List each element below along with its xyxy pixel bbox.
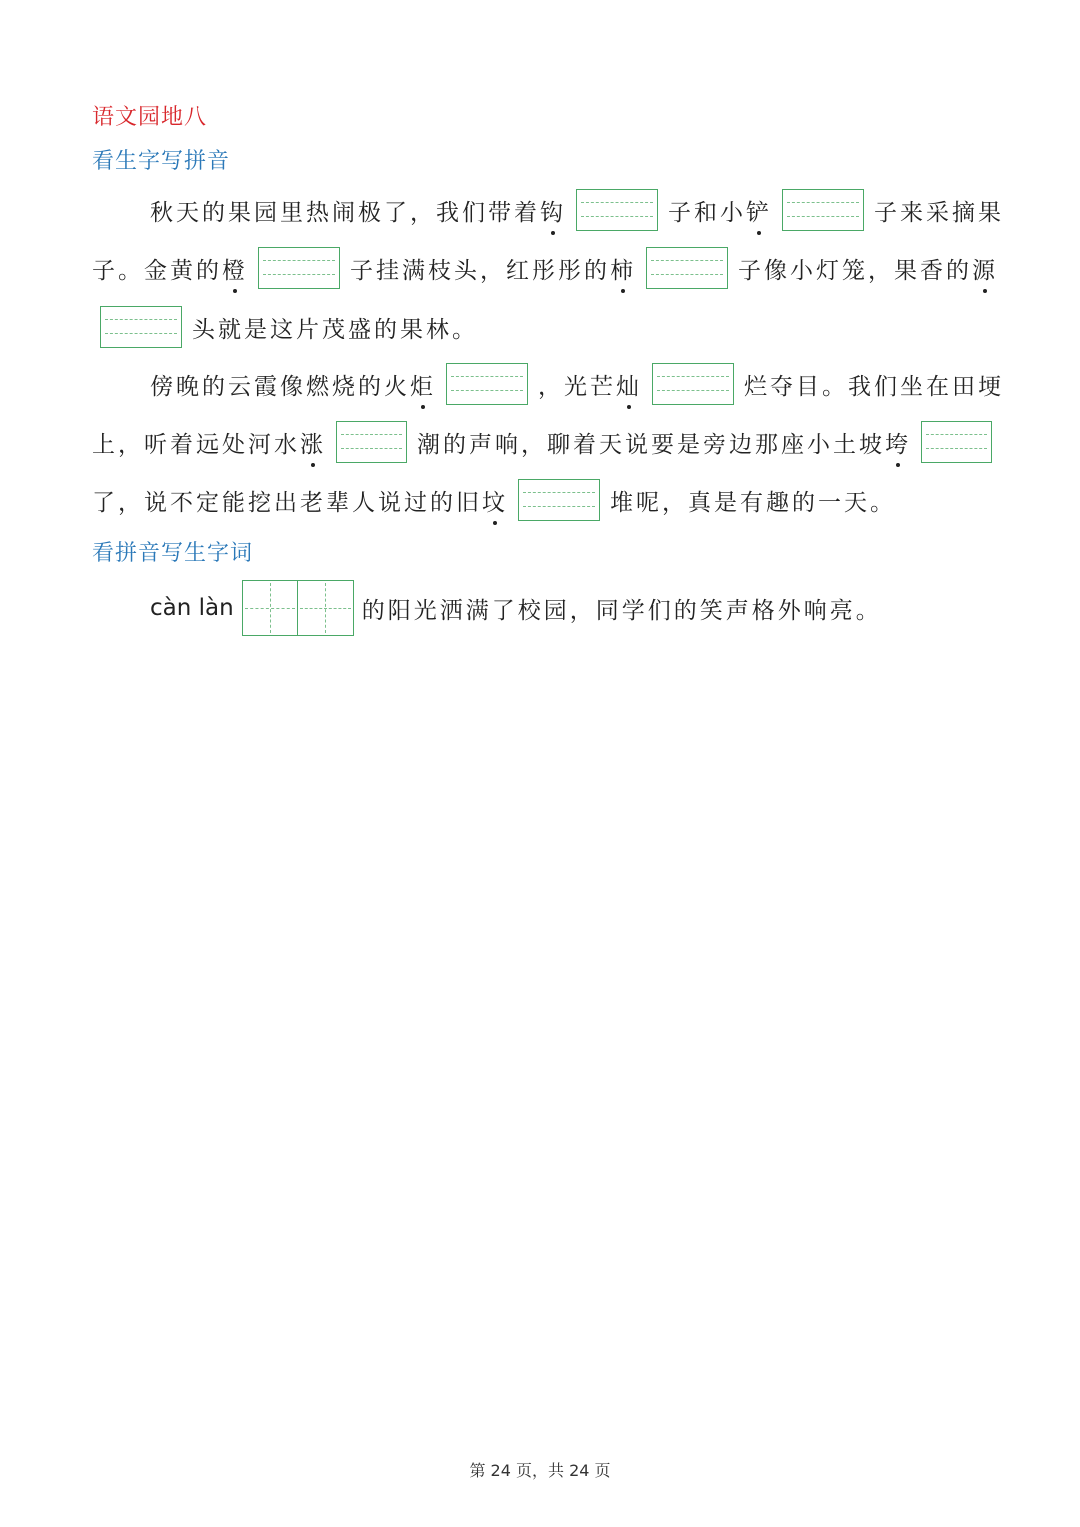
dotted-char: 炬 [410, 368, 436, 401]
pinyin-question [150, 580, 882, 636]
answer-box[interactable] [782, 189, 864, 231]
passage-line-6 [92, 475, 1002, 525]
answer-box[interactable] [576, 189, 658, 231]
answer-box[interactable] [336, 421, 407, 463]
unit-title: 语文园地八 [92, 105, 208, 130]
passage-text: 堆呢，真是有趣的一天。 [610, 489, 896, 516]
section-heading-write-words: 看拼音写生字词 [92, 541, 254, 566]
dotted-char: 源 [972, 252, 998, 285]
passage-line-5 [92, 417, 1002, 467]
dotted-char: 铲 [746, 194, 772, 227]
passage-text: 子和小 [668, 199, 746, 226]
passage-text: 子像小灯笼，果香的 [738, 257, 972, 284]
dotted-char: 柿 [610, 252, 636, 285]
answer-box[interactable] [921, 421, 992, 463]
dotted-char: 橙 [222, 252, 248, 285]
dotted-char: 灿 [616, 368, 642, 401]
dotted-char: 涨 [300, 426, 326, 459]
passage-text: 烂夺目。我们坐在田埂 [744, 373, 1004, 400]
answer-box[interactable] [100, 306, 182, 348]
tianzi-cell[interactable] [242, 580, 298, 636]
tianzi-grid [242, 580, 354, 636]
dotted-char: 垮 [885, 426, 911, 459]
sentence-text: 的阳光洒满了校园，同学们的笑声格外响亮。 [361, 597, 882, 624]
answer-box[interactable] [446, 363, 528, 405]
passage-text: 头就是这片茂盛的果林。 [192, 316, 478, 343]
answer-box[interactable] [518, 479, 600, 521]
passage-line-4 [92, 359, 1060, 409]
passage-text: 子。金黄的 [92, 257, 222, 284]
passage-line-2 [92, 243, 1002, 293]
tianzi-cell[interactable] [298, 580, 354, 636]
passage-text: 子挂满枝头，红彤彤的 [350, 257, 610, 284]
passage-text: 上，听着远处河水 [92, 431, 300, 458]
section-heading-pinyin: 看生字写拼音 [92, 149, 231, 174]
passage-line-1 [92, 185, 1060, 235]
passage-line-3 [92, 302, 1002, 352]
answer-box[interactable] [652, 363, 734, 405]
passage-text: 了，说不定能挖出老辈人说过的旧 [92, 489, 482, 516]
passage-text: ，光芒 [538, 373, 616, 400]
passage-text: 子来采摘果 [874, 199, 1004, 226]
dotted-char: 坟 [482, 484, 508, 517]
answer-box[interactable] [258, 247, 340, 289]
pinyin-prompt: càn làn [150, 595, 234, 621]
dotted-char: 钩 [540, 194, 566, 227]
passage-text: 秋天的果园里热闹极了，我们带着 [150, 199, 540, 226]
page-footer: 第 24 页，共 24 页 [469, 1461, 611, 1480]
answer-box[interactable] [646, 247, 728, 289]
passage-text: 潮的声响，聊着天说要是旁边那座小土坡 [417, 431, 885, 458]
passage-text: 傍晚的云霞像燃烧的火 [150, 373, 410, 400]
